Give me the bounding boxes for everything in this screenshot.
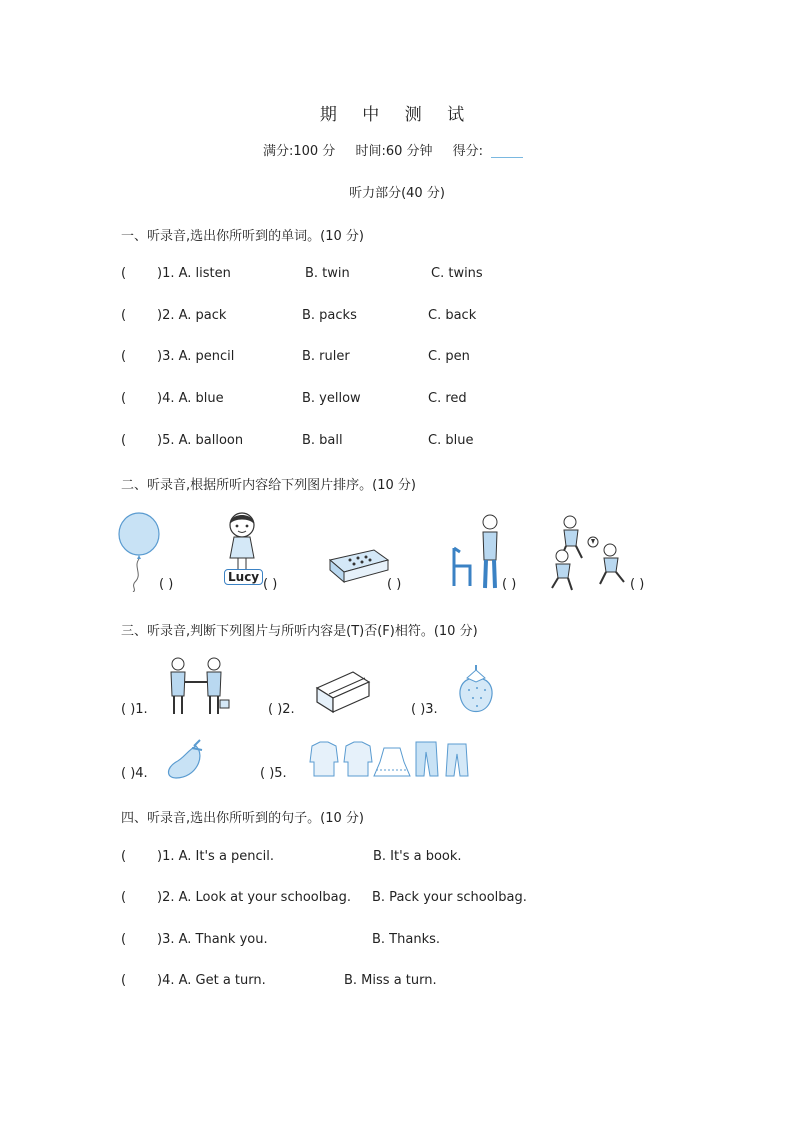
option-a: )4. A. blue [157,391,224,406]
s4-row-1 [121,849,274,864]
score-blank[interactable] [491,157,523,158]
option-b: B. ruler [302,349,350,364]
eraser-picture [315,668,371,714]
option-a: )2. A. Look at your schoolbag. [157,890,351,905]
option-a: )3. A. pencil [157,349,235,364]
option-c: C. pen [428,349,470,364]
time-limit: 时间:60 分钟 [355,144,433,159]
balloon-picture [117,512,163,592]
answer-bracket[interactable]: ( [121,890,127,905]
option-c: C. twins [431,266,483,281]
s1-row-1 [121,266,231,281]
option-c: C. blue [428,433,474,448]
page-title: 期 中 测 试 [319,105,475,125]
s4-row-3 [121,932,268,947]
tf-item-1[interactable]: ( )1. [121,702,148,717]
score-field: 得分: [453,144,531,159]
section-3-heading: 三、听录音,判断下列图片与所听内容是(T)否(F)相符。(10 分) [121,624,478,639]
handshake-picture [166,656,230,716]
order-bracket-2[interactable]: ( ) [263,577,278,592]
answer-bracket[interactable]: ( [121,433,127,448]
option-b: B. Pack your schoolbag. [372,890,527,905]
listening-subtitle: 听力部分(40 分) [349,186,445,201]
option-b: B. yellow [302,391,361,406]
option-a: )5. A. balloon [157,433,244,448]
kids-playing-ball-picture [548,512,632,592]
option-a: )4. A. Get a turn. [157,973,266,988]
answer-bracket[interactable]: ( [121,932,127,947]
s1-row-5 [121,433,243,448]
option-b: B. It's a book. [373,849,462,864]
s1-row-2 [121,308,226,323]
section-1-heading: 一、听录音,选出你所听到的单词。(10 分) [121,229,364,244]
order-bracket-3[interactable]: ( ) [387,577,402,592]
option-a: )1. A. It's a pencil. [157,849,275,864]
s4-row-2 [121,890,351,905]
answer-bracket[interactable]: ( [121,308,127,323]
option-a: )2. A. pack [157,308,227,323]
option-b: B. Miss a turn. [344,973,437,988]
answer-bracket[interactable]: ( [121,849,127,864]
exam-meta [0,140,794,159]
tf-item-5[interactable]: ( )5. [260,766,287,781]
pencil-case-picture [328,548,390,586]
section-4-heading: 四、听录音,选出你所听到的句子。(10 分) [121,811,364,826]
s1-row-3 [121,349,234,364]
answer-bracket[interactable]: ( [121,973,127,988]
tf-item-2[interactable]: ( )2. [268,702,295,717]
eggplant-picture [166,738,206,780]
boy-and-chair-picture [450,512,506,592]
order-bracket-5[interactable]: ( ) [630,577,645,592]
option-b: B. ball [302,433,343,448]
tf-item-4[interactable]: ( )4. [121,766,148,781]
option-a: )1. A. listen [157,266,231,281]
strawberry-picture [455,664,497,716]
name-tag: Lucy [224,569,263,585]
s4-row-4 [121,973,266,988]
option-b: B. twin [305,266,350,281]
section-2-heading: 二、听录音,根据所听内容给下列图片排序。(10 分) [121,478,416,493]
answer-bracket[interactable]: ( [121,349,127,364]
answer-bracket[interactable]: ( [121,266,127,281]
s1-row-4 [121,391,224,406]
tf-item-3[interactable]: ( )3. [411,702,438,717]
option-c: C. back [428,308,477,323]
option-b: B. packs [302,308,357,323]
full-marks: 满分:100 分 [262,144,336,159]
option-b: B. Thanks. [372,932,441,947]
option-c: C. red [428,391,467,406]
answer-bracket[interactable]: ( [121,391,127,406]
option-a: )3. A. Thank you. [157,932,268,947]
clothes-picture [308,740,472,780]
order-bracket-4[interactable]: ( ) [502,577,517,592]
order-bracket-1[interactable]: ( ) [159,577,174,592]
